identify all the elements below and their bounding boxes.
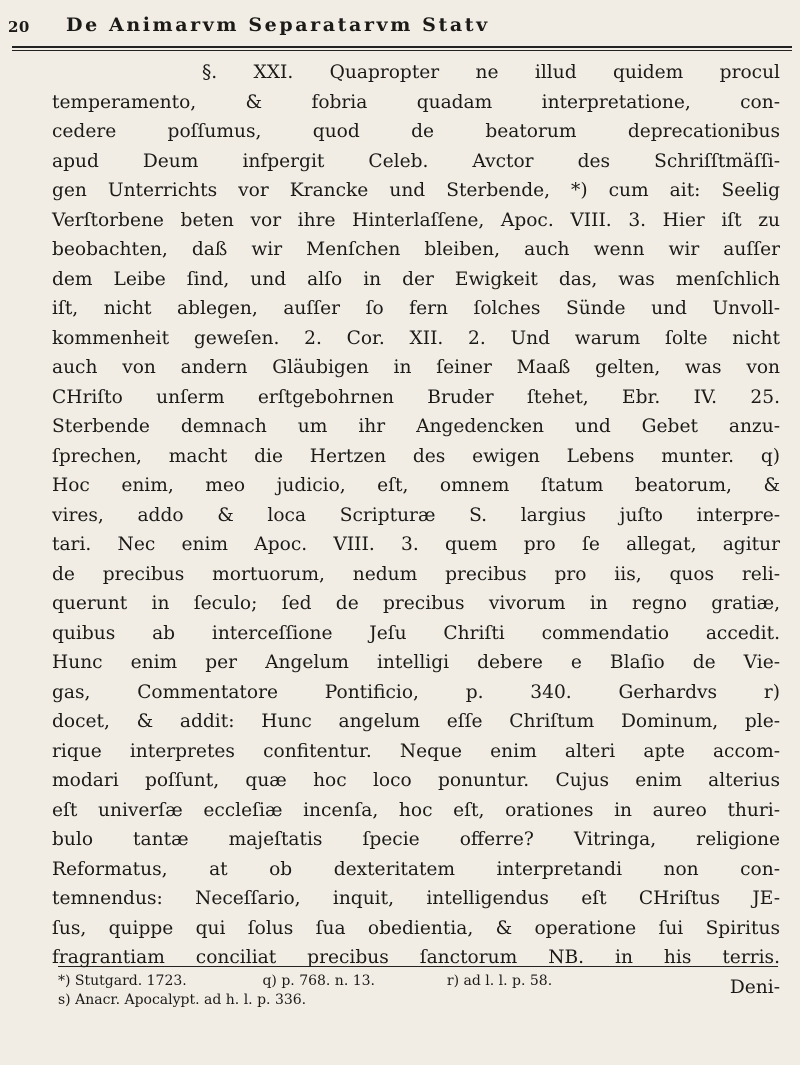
text-line: Reformatus, at ob dexteritatem interpretandi non con- [52, 858, 780, 880]
footnote-star: *) Stutgard. 1723. [58, 973, 187, 989]
text-line: kommenheit geweſen. 2. Cor. XII. 2. Und warum ſolte nicht [52, 327, 780, 349]
paragraph-xxi [52, 58, 780, 1002]
text-line: gas, Commentatore Pontificio, p. 340. Gerhardvs r) [52, 681, 780, 703]
footnote-r: r) ad l. l. p. 58. [446, 973, 553, 989]
text-line: §. XXI. Quapropter ne illud quidem procul [202, 62, 780, 83]
text-line: ſprechen, macht die Hertzen des ewigen Lebens munter. q) [52, 445, 780, 467]
footnote-rule [58, 966, 778, 967]
text-line: cedere poſſumus, quod de beatorum deprecationibus [52, 121, 780, 142]
footnotes [58, 972, 758, 1010]
text-line: CHriſto unſerm erſtgebohrnen Bruder ſtehet, Ebr. IV. 25. [52, 386, 780, 408]
text-line: tari. Nec enim Apoc. VIII. 3. quem pro ſe allegat, agitur [52, 534, 780, 555]
text-line: modari poſſunt, quæ hoc loco ponuntur. Cujus enim alterius [52, 770, 780, 791]
text-line: beobachten, daß wir Menſchen bleiben, auch wenn wir auſſer [52, 239, 780, 260]
footnote-q: q) p. 768. n. 13. [262, 973, 375, 989]
text-line: quibus ab interceſſione Jeſu Chriſti commendatio accedit. [52, 622, 780, 644]
text-line: de precibus mortuorum, nedum precibus pro iis, quos reli- [52, 563, 780, 585]
text-line: auch von andern Gläubigen in ſeiner Maaß gelten, was von [52, 357, 780, 378]
text-line: docet, & addit: Hunc angelum eſſe Chriſtum Dominum, ple- [52, 711, 780, 732]
text-line: eſt univerſæ eccleſiæ incenſa, hoc eſt, orationes in aureo thuri- [52, 799, 780, 821]
text-line: rique interpretes confitentur. Neque enim alteri apte accom- [52, 740, 780, 762]
header-rule-thin [12, 50, 792, 51]
text-line: iſt, nicht ablegen, auſſer ſo fern ſolches Sünde und Unvoll- [52, 298, 780, 319]
text-line: vires, addo & loca Scripturæ S. largius juſto interpre- [52, 504, 780, 526]
text-line: temnendus: Neceſſario, inquit, intelligendus eſt CHriſtus JE- [52, 888, 780, 909]
text-line: dem Leibe ſind, und alſo in der Ewigkeit das, was menſchlich [52, 268, 780, 290]
text-line: gen Unterrichts vor Krancke und Sterbende, *) cum ait: Seelig [52, 180, 780, 201]
running-head [8, 14, 793, 40]
text-line: Hunc enim per Angelum intelligi debere e Blaſio de Vie- [52, 652, 780, 673]
text-line: temperamento, & fobria quadam interpretatione, con- [52, 91, 780, 113]
page-number: 20 [8, 18, 30, 36]
running-title: De Animarvm Separatarvm Statv [66, 14, 490, 36]
footnote-s: s) Anacr. Apocalypt. ad h. l. p. 336. [58, 992, 307, 1008]
text-line: Verſtorbene beten vor ihre Hinterlaſſene, Apoc. VIII. 3. Hier iſt zu [52, 209, 780, 231]
text-line: ſus, quippe qui ſolus ſua obedientia, & operatione ſui Spiritus [52, 917, 780, 939]
catchword: Deni- [729, 976, 780, 998]
text-line: apud Deum infpergit Celeb. Avctor des Schriſſtmäſſi- [52, 150, 780, 172]
text-line: bulo tantæ majeſtatis ſpecie offerre? Vitringa, religione [52, 829, 780, 850]
text-line: querunt in ſeculo; ſed de precibus vivorum in regno gratiæ, [52, 593, 780, 614]
header-rule [12, 46, 792, 48]
text-line: Hoc enim, meo judicio, eſt, omnem ſtatum beatorum, & [52, 475, 780, 496]
text-line: Sterbende demnach um ihr Angedencken und Gebet anzu- [52, 416, 780, 437]
text-line: fragrantiam conciliat precibus ſanctorum NB. in his terris. [52, 947, 780, 968]
